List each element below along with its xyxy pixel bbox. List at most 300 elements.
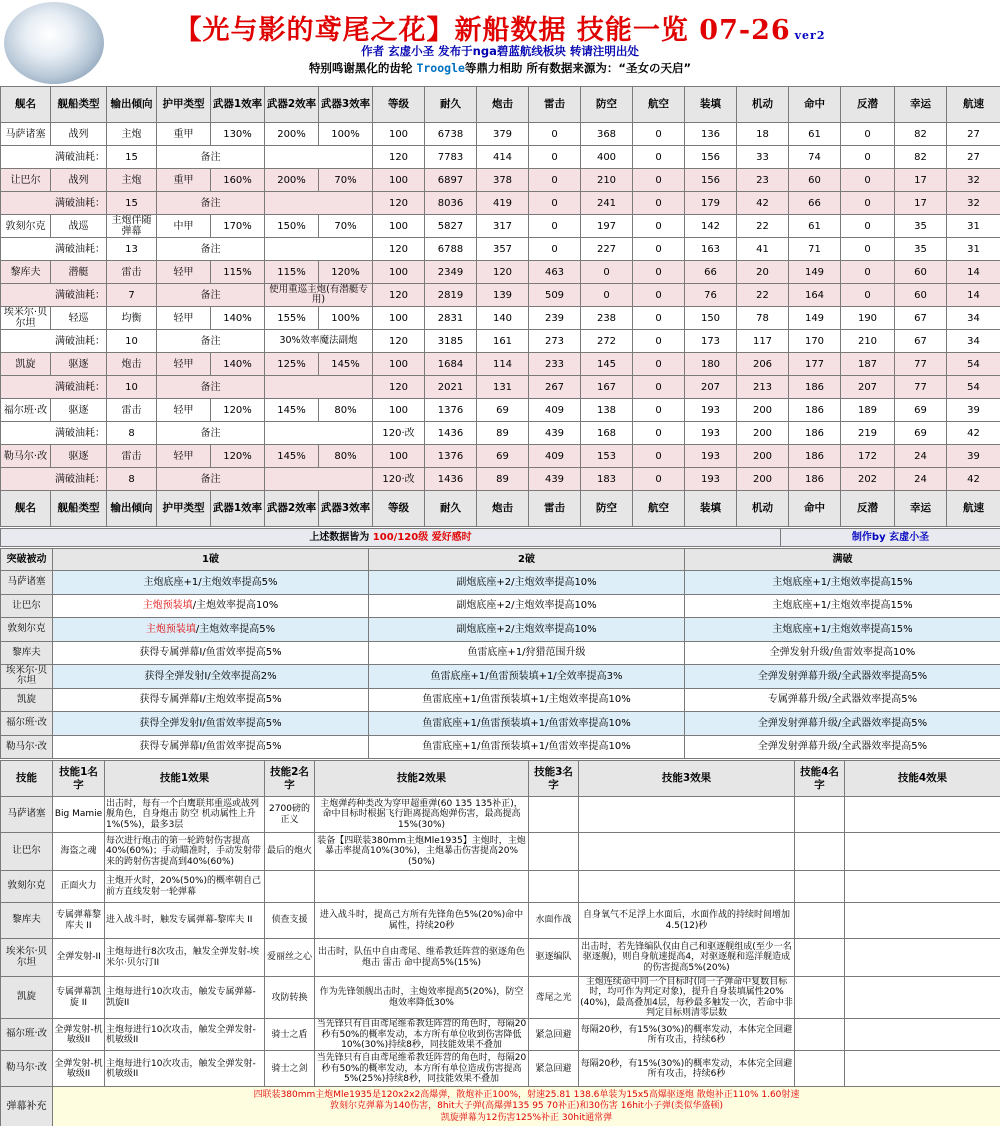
supplement-label: 弹幕补充 — [1, 1087, 53, 1126]
ship-armor: 轻甲 — [157, 261, 211, 284]
stat-lv-max: 120·改 — [373, 422, 425, 445]
stat-aa-max: 400 — [581, 146, 633, 169]
stat-trp-max: 509 — [529, 284, 581, 307]
column-header: 武器1效率 — [211, 491, 265, 527]
skill-row — [1, 1019, 1000, 1051]
breakthrough-2: 鱼雷底座+1/狩猎范围升级 — [369, 641, 685, 665]
skill-1-name: 海盗之魂 — [53, 833, 105, 871]
skill-4-effect — [845, 903, 1000, 939]
supplement-line: 敦刻尔克弹幕为140伤害，8hit大子弹(高爆弹135 95 70补正)和30伤害 16hit小子弹(类似华盛顿) — [330, 1101, 723, 1112]
stat-rld: 142 — [685, 215, 737, 238]
ship-note: 使用重巡主炮(有潜艇专用) — [265, 284, 373, 307]
note-label: 备注 — [157, 468, 265, 491]
ship-bias: 均衡 — [107, 307, 157, 330]
skill-1-effect: 主炮每进行10次攻击，触发全弹发射-机敏级II — [105, 1019, 265, 1051]
ship-w1: 130% — [211, 123, 265, 146]
stat-avi: 0 — [633, 215, 685, 238]
skill-2-effect: 装备【四联装380mm主炮Mle1935】主炮时，主炮暴击率提高10%(30%)，主炮暴击伤害提高20%(50%) — [315, 833, 529, 871]
stat-trp-max: 0 — [529, 146, 581, 169]
stat-spd: 27 — [947, 123, 1000, 146]
skill-4-effect — [845, 1051, 1000, 1087]
breakthrough-max: 专属弹幕升级/全武器效率提高5% — [685, 688, 1000, 712]
stat-luck: 67 — [895, 307, 947, 330]
ship-w2: 150% — [265, 215, 319, 238]
column-header: 航空 — [633, 87, 685, 123]
oil-cost: 7 — [107, 284, 157, 307]
stat-acc-max: 74 — [789, 146, 841, 169]
ship-w2: 200% — [265, 169, 319, 192]
ship-w1: 140% — [211, 353, 265, 376]
stat-trp: 233 — [529, 353, 581, 376]
skill-4-name — [795, 1051, 845, 1087]
skill-3-effect: 主炮连续命中同一个目标时(同一子弹命中复数目标时，均可作为判定对象)，提升自身装填属性20%(40%)，最高叠加4层，每秒最多触发一次，若命中非判定目标则清零层数 — [580, 977, 793, 1019]
stat-aa: 138 — [581, 399, 633, 422]
skill-4-name — [795, 797, 845, 833]
stat-lv: 100 — [373, 169, 425, 192]
stat-asw: 172 — [841, 445, 895, 468]
ship-max-row — [1, 284, 1000, 307]
stat-lv: 100 — [373, 399, 425, 422]
stat-hp-max: 2819 — [425, 284, 477, 307]
stat-spd-max: 42 — [947, 422, 1000, 445]
stat-fp: 379 — [477, 123, 529, 146]
data-note — [1, 529, 781, 547]
stat-fp-max: 131 — [477, 376, 529, 399]
ship-w2: 145% — [265, 445, 319, 468]
breakthrough-max: 主炮底座+1/主炮效率提高15% — [685, 571, 1000, 595]
stat-rld-max: 173 — [685, 330, 737, 353]
breakthrough-text: 获得全弹发射I/鱼雷效率提高5% — [139, 717, 282, 729]
stat-asw: 0 — [841, 261, 895, 284]
stat-aa: 368 — [581, 123, 633, 146]
ship-note: 30%效率魔法副炮 — [265, 330, 373, 353]
skill-row — [1, 833, 1000, 871]
stat-trp-max: 0 — [529, 238, 581, 261]
column-header: 耐久 — [425, 87, 477, 123]
breakthrough-max: 全弹发射弹幕升级/全武器效率提高5% — [685, 712, 1000, 736]
ship-name: 福尔班·改 — [1, 712, 53, 736]
note-label: 备注 — [157, 422, 265, 445]
note-label: 备注 — [157, 284, 265, 307]
stat-lv-max: 120 — [373, 330, 425, 353]
skill-3-name — [529, 833, 579, 871]
skill-3-effect — [579, 871, 795, 903]
stat-fp: 120 — [477, 261, 529, 284]
stat-spd-max: 32 — [947, 192, 1000, 215]
stat-lv: 100 — [373, 445, 425, 468]
stat-avi: 0 — [633, 399, 685, 422]
ship-bias: 主炮 — [107, 169, 157, 192]
ship-w1: 115% — [211, 261, 265, 284]
stat-acc-max: 71 — [789, 238, 841, 261]
thanks-prefix: 特别鸣谢黑化的齿轮 — [308, 61, 413, 75]
stat-acc: 177 — [789, 353, 841, 376]
stat-trp: 0 — [529, 215, 581, 238]
stat-asw: 189 — [841, 399, 895, 422]
stat-lv: 100 — [373, 215, 425, 238]
stat-aa: 197 — [581, 215, 633, 238]
thanks-name: Troogle — [416, 61, 465, 75]
thanks-suffix: 等鼎力相助 所有数据来源为：“圣女の天启” — [464, 61, 692, 75]
stat-hp-max: 1436 — [425, 468, 477, 491]
ship-w2: 200% — [265, 123, 319, 146]
oil-cost: 10 — [107, 330, 157, 353]
stat-avi: 0 — [633, 261, 685, 284]
stat-eva-max: 42 — [737, 192, 789, 215]
skill-3-name: 紧急回避 — [529, 1051, 579, 1087]
stat-fp: 69 — [477, 399, 529, 422]
column-header: 技能2名字 — [265, 761, 315, 797]
breakthrough-row — [1, 594, 1000, 618]
stat-rld-max: 193 — [685, 422, 737, 445]
column-header: 反潜 — [841, 491, 895, 527]
stat-aa-max: 0 — [581, 284, 633, 307]
ship-max-row — [1, 330, 1000, 353]
column-header: 航速 — [947, 87, 1000, 123]
stat-acc-max: 186 — [789, 376, 841, 399]
oil-cost: 13 — [107, 238, 157, 261]
ship-name: 敦刻尔克 — [1, 215, 51, 238]
ship-name: 埃米尔·贝尔坦 — [1, 307, 51, 330]
stat-asw-max: 202 — [841, 468, 895, 491]
breakthrough-1 — [53, 712, 369, 736]
skill-2-effect — [315, 871, 529, 903]
column-header: 反潜 — [841, 87, 895, 123]
stat-rld-max: 193 — [685, 468, 737, 491]
stat-asw-max: 219 — [841, 422, 895, 445]
breakthrough-row — [1, 571, 1000, 595]
breakthrough-text: 获得专属弹幕I/主炮效率提高5% — [139, 694, 282, 706]
ship-row — [1, 353, 1000, 376]
stat-spd: 39 — [947, 399, 1000, 422]
stat-avi-max: 0 — [633, 468, 685, 491]
stat-eva-max: 33 — [737, 146, 789, 169]
stat-aa-max: 168 — [581, 422, 633, 445]
ship-max-row — [1, 422, 1000, 445]
stat-avi: 0 — [633, 307, 685, 330]
stat-avi-max: 0 — [633, 238, 685, 261]
stat-fp-max: 89 — [477, 468, 529, 491]
breakthrough-1 — [53, 618, 369, 642]
column-header: 技能 — [1, 761, 53, 797]
oil-label: 满破油耗： — [1, 468, 107, 491]
breakthrough-1 — [53, 641, 369, 665]
column-header: 防空 — [581, 491, 633, 527]
stat-luck-max: 77 — [895, 376, 947, 399]
skill-1-effect: 每次进行炮击的第一轮跨射伤害提高40%(60%)；手动瞄准时，手动发射带来的跨射伤害提高到40%(60%) — [105, 833, 265, 871]
stat-spd: 54 — [947, 353, 1000, 376]
ship-bias: 雷击 — [107, 261, 157, 284]
stat-spd: 34 — [947, 307, 1000, 330]
skill-4-effect — [845, 977, 1000, 1019]
ship-name: 黎库夫 — [1, 903, 53, 939]
note-label: 备注 — [157, 330, 265, 353]
stat-trp-max: 267 — [529, 376, 581, 399]
author-line: 作者 玄虚小圣 发布于nga碧蓝航线板块 转请注明出处 — [361, 44, 639, 58]
oil-label: 满破油耗： — [1, 192, 107, 215]
stat-fp-max: 357 — [477, 238, 529, 261]
skill-3-name: 驱逐编队 — [529, 939, 579, 977]
stat-rld: 193 — [685, 399, 737, 422]
stat-trp: 409 — [529, 445, 581, 468]
stat-avi: 0 — [633, 123, 685, 146]
stat-fp-max: 139 — [477, 284, 529, 307]
stat-rld: 193 — [685, 445, 737, 468]
skill-2-name: 骑士之剑 — [265, 1051, 315, 1087]
supplement-line: 四联装380mm主炮Mle1935是120x2x2高爆弹，散炮补正100%，射速25.81 138.6单装为15x5高爆驱逐炮 散炮补正110% 1.60射速 — [253, 1090, 800, 1101]
breakthrough-text: 获得专属弹幕I/鱼雷效率提高5% — [139, 741, 282, 753]
skill-4-effect — [845, 871, 1000, 903]
stat-hp-max: 8036 — [425, 192, 477, 215]
ship-note — [265, 192, 373, 215]
ship-row — [1, 215, 1000, 238]
ship-w3: 70% — [319, 215, 373, 238]
breakthrough-row — [1, 618, 1000, 642]
breakthrough-2: 副炮底座+2/主炮效率提高10% — [369, 594, 685, 618]
skill-1-effect: 出击时，每有一个白鹰联邦重巡或战列舰角色，自身炮击 防空 机动属性上升1%(5%)，最多3层 — [105, 797, 265, 833]
stat-hp-max: 7783 — [425, 146, 477, 169]
stat-eva: 200 — [737, 399, 789, 422]
skill-2-name: 攻防转换 — [265, 977, 315, 1019]
stat-hp: 5827 — [425, 215, 477, 238]
stat-asw-max: 0 — [841, 238, 895, 261]
ship-name: 勒马尔·改 — [1, 445, 51, 468]
stat-rld-max: 163 — [685, 238, 737, 261]
stat-hp: 6897 — [425, 169, 477, 192]
stat-acc-max: 164 — [789, 284, 841, 307]
column-header: 技能1效果 — [105, 761, 265, 797]
ship-armor: 轻甲 — [157, 353, 211, 376]
ship-max-row — [1, 376, 1000, 399]
stat-acc-max: 170 — [789, 330, 841, 353]
ship-bias: 雷击 — [107, 445, 157, 468]
stat-asw-max: 207 — [841, 376, 895, 399]
stat-spd: 14 — [947, 261, 1000, 284]
stat-luck: 69 — [895, 399, 947, 422]
breakthrough-2: 鱼雷底座+1/鱼雷预装填+1/鱼雷效率提高10% — [369, 712, 685, 736]
stat-asw: 0 — [841, 123, 895, 146]
note-label: 备注 — [157, 238, 265, 261]
breakthrough-1 — [53, 688, 369, 712]
breakthrough-text: 获得全弹发射I/全效率提高2% — [144, 670, 277, 682]
stat-eva: 78 — [737, 307, 789, 330]
column-header: 武器3效率 — [319, 87, 373, 123]
stat-rld: 156 — [685, 169, 737, 192]
stat-hp: 1684 — [425, 353, 477, 376]
ship-w1: 120% — [211, 445, 265, 468]
ship-bias: 雷击 — [107, 399, 157, 422]
stat-luck: 77 — [895, 353, 947, 376]
skill-2-name: 2700磅的正义 — [265, 797, 315, 833]
stat-asw-max: 0 — [841, 192, 895, 215]
ship-max-row — [1, 468, 1000, 491]
stat-lv-max: 120 — [373, 376, 425, 399]
stat-luck-max: 60 — [895, 284, 947, 307]
breakthrough-max: 全弹发射弹幕升级/全武器效率提高5% — [685, 735, 1000, 759]
oil-cost: 10 — [107, 376, 157, 399]
stat-asw-max: 0 — [841, 146, 895, 169]
oil-label: 满破油耗： — [1, 238, 107, 261]
notes-table — [0, 528, 1000, 547]
skill-1-name: 专属弹幕黎库夫 II — [53, 903, 105, 939]
stat-acc: 149 — [789, 261, 841, 284]
ship-type: 潜艇 — [51, 261, 107, 284]
ship-note — [265, 422, 373, 445]
column-header: 雷击 — [529, 491, 581, 527]
stat-asw: 0 — [841, 169, 895, 192]
stat-luck: 35 — [895, 215, 947, 238]
stat-hp-max: 3185 — [425, 330, 477, 353]
ship-armor: 轻甲 — [157, 445, 211, 468]
skill-3-name — [529, 797, 579, 833]
skill-2-effect: 作为先锋领舰出击时，主炮效率提高5(20%)，防空炮效率降低30% — [315, 977, 529, 1019]
stat-lv: 100 — [373, 123, 425, 146]
ship-w2: 145% — [265, 399, 319, 422]
column-header: 装填 — [685, 87, 737, 123]
supplement-text — [53, 1087, 1000, 1126]
breakthrough-row — [1, 712, 1000, 736]
stat-lv-max: 120 — [373, 146, 425, 169]
stat-fp: 317 — [477, 215, 529, 238]
column-header: 命中 — [789, 491, 841, 527]
ship-w2: 125% — [265, 353, 319, 376]
breakthrough-max: 全弹发射弹幕升级/全武器效率提高5% — [685, 665, 1000, 689]
ship-w3: 100% — [319, 307, 373, 330]
skill-1-effect: 主炮开火时，20%(50%)的概率朝自己前方直线发射一轮弹幕 — [105, 871, 265, 903]
breakthrough-row — [1, 641, 1000, 665]
ship-name: 敦刻尔克 — [1, 618, 53, 642]
note-label: 备注 — [157, 376, 265, 399]
stat-avi-max: 0 — [633, 192, 685, 215]
skill-2-effect: 当先锋只有自由鸢尾维希教廷阵营的角色时，每隔20秒有50%的概率发动，本方所有单位收到伤害降低10%(30%)持续8秒，同技能效果不叠加 — [315, 1019, 529, 1051]
ship-w3: 80% — [319, 445, 373, 468]
stat-eva-max: 41 — [737, 238, 789, 261]
skill-2-name: 最后的炮火 — [265, 833, 315, 871]
breakthrough-1 — [53, 594, 369, 618]
ship-w3: 120% — [319, 261, 373, 284]
ship-w3: 80% — [319, 399, 373, 422]
stat-rld: 180 — [685, 353, 737, 376]
stat-spd-max: 14 — [947, 284, 1000, 307]
skill-2-effect: 主炮弹药种类改为穿甲超重弹(60 135 135补正)，命中目标时根据飞行距离提高炮弹伤害，最高提高15%(30%) — [315, 797, 529, 833]
stat-asw: 0 — [841, 215, 895, 238]
ship-row — [1, 307, 1000, 330]
skill-2-effect: 当先锋只有自由鸢尾维希教廷阵营的角色时，每隔20秒有50%的概率发动，本方所有单位造成伤害提高5%(25%)持续8秒，同技能效果不叠加 — [315, 1051, 529, 1087]
skill-2-name — [265, 871, 315, 903]
stat-fp: 378 — [477, 169, 529, 192]
breakthrough-text: 主炮底座+1/主炮效率提高5% — [143, 576, 278, 588]
skill-row — [1, 797, 1000, 833]
column-header: 等级 — [373, 491, 425, 527]
stat-acc-max: 186 — [789, 468, 841, 491]
breakthrough-max: 主炮底座+1/主炮效率提高15% — [685, 618, 1000, 642]
stats-table — [0, 86, 1000, 527]
ship-name: 黎库夫 — [1, 641, 53, 665]
stat-luck: 60 — [895, 261, 947, 284]
ship-armor: 轻甲 — [157, 307, 211, 330]
ship-row — [1, 445, 1000, 468]
skill-4-name — [795, 871, 845, 903]
breakthrough-table — [0, 548, 1000, 759]
stat-acc: 60 — [789, 169, 841, 192]
ship-max-row — [1, 238, 1000, 261]
ship-name: 马萨诸塞 — [1, 797, 53, 833]
stat-asw: 190 — [841, 307, 895, 330]
breakthrough-row — [1, 735, 1000, 759]
highlight-text: 主炮预装填 — [145, 623, 196, 635]
ship-w1: 140% — [211, 307, 265, 330]
stat-spd-max: 34 — [947, 330, 1000, 353]
ship-name: 埃米尔·贝尔坦 — [1, 939, 53, 977]
skill-row — [1, 1051, 1000, 1087]
ship-w3: 100% — [319, 123, 373, 146]
oil-cost: 15 — [107, 192, 157, 215]
ship-name: 凯旋 — [1, 688, 53, 712]
stat-hp: 1376 — [425, 445, 477, 468]
skill-1-effect: 主炮每进行10次攻击，触发专属弹幕-凯旋II — [105, 977, 265, 1019]
breakthrough-text: /主炮效率提高10% — [192, 600, 279, 612]
column-header: 机动 — [737, 87, 789, 123]
skill-3-effect: 自身氧气不足浮上水面后，水面作战的持续时间增加4.5(12)秒 — [579, 903, 795, 939]
skill-1-name: 全弹发射-II — [53, 939, 105, 977]
skill-4-effect — [845, 939, 1000, 977]
column-header: 航空 — [633, 491, 685, 527]
ship-row — [1, 169, 1000, 192]
ship-w1: 160% — [211, 169, 265, 192]
skill-1-name: 正面火力 — [53, 871, 105, 903]
stat-rld: 150 — [685, 307, 737, 330]
ship-w3: 145% — [319, 353, 373, 376]
stat-lv: 100 — [373, 307, 425, 330]
skill-1-name: 全弹发射-机敏级II — [53, 1051, 105, 1087]
stat-luck-max: 35 — [895, 238, 947, 261]
column-header: 舰船类型 — [51, 87, 107, 123]
ship-type: 驱逐 — [51, 353, 107, 376]
column-header: 护甲类型 — [157, 491, 211, 527]
stat-aa-max: 272 — [581, 330, 633, 353]
ship-name: 勒马尔·改 — [1, 1051, 53, 1087]
stat-hp: 2831 — [425, 307, 477, 330]
column-header: 雷击 — [529, 87, 581, 123]
stat-acc: 61 — [789, 215, 841, 238]
note-label: 备注 — [157, 146, 265, 169]
ship-name: 让巴尔 — [1, 169, 51, 192]
column-header: 1破 — [53, 549, 369, 571]
breakthrough-row — [1, 688, 1000, 712]
stat-fp: 69 — [477, 445, 529, 468]
stat-fp: 114 — [477, 353, 529, 376]
stat-rld: 66 — [685, 261, 737, 284]
stat-asw-max: 0 — [841, 284, 895, 307]
skill-2-name: 骑士之盾 — [265, 1019, 315, 1051]
oil-label: 满破油耗： — [1, 422, 107, 445]
supplement-line: 凯旋弹幕为12伤害125%补正 30hit通常弹 — [440, 1112, 613, 1123]
stat-lv-max: 120·改 — [373, 468, 425, 491]
breakthrough-2: 副炮底座+2/主炮效率提高10% — [369, 618, 685, 642]
ship-bias: 主炮 — [107, 123, 157, 146]
ship-row — [1, 123, 1000, 146]
stat-asw-max: 210 — [841, 330, 895, 353]
stat-trp: 239 — [529, 307, 581, 330]
column-header: 技能3名字 — [529, 761, 579, 797]
stat-aa: 145 — [581, 353, 633, 376]
ship-name: 让巴尔 — [1, 833, 53, 871]
stat-trp-max: 439 — [529, 422, 581, 445]
skill-row — [1, 871, 1000, 903]
skill-4-effect — [845, 1019, 1000, 1051]
oil-label: 满破油耗： — [1, 146, 107, 169]
skill-1-effect: 主炮每进行10次攻击，触发全弹发射-机敏级II — [105, 1051, 265, 1087]
